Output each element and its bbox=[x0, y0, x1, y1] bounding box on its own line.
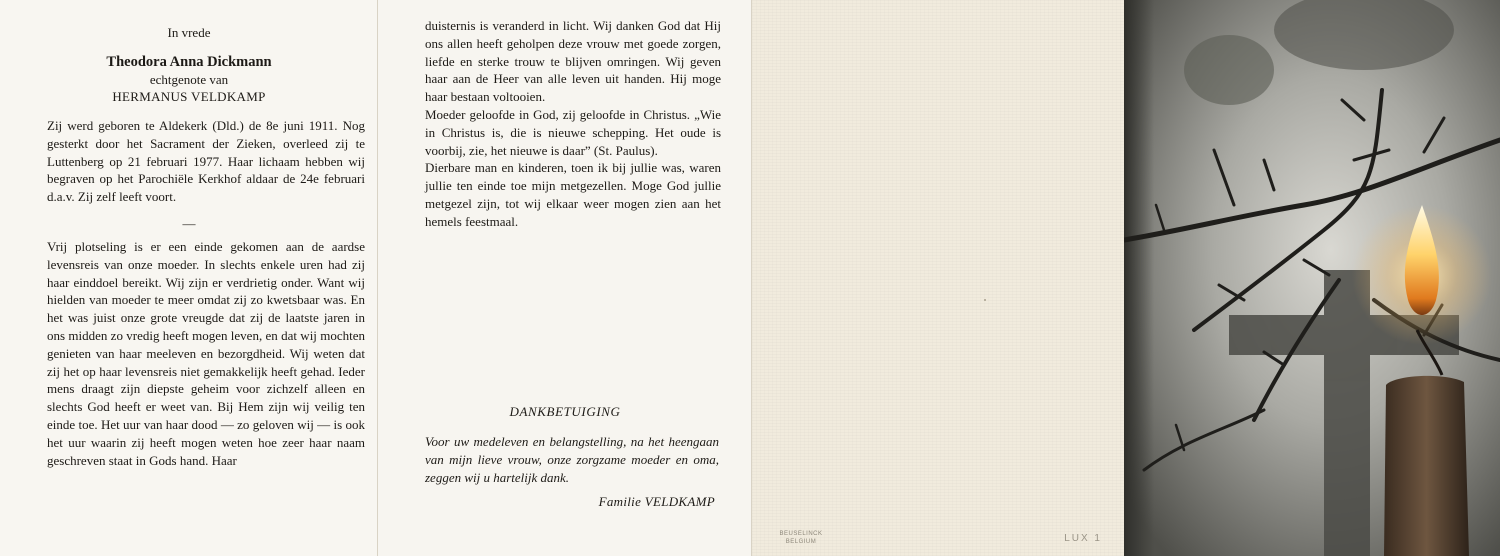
series-label: LUX 1 bbox=[1064, 533, 1102, 544]
separator-dash: — bbox=[182, 216, 196, 231]
spouse-name: HERMANUS VELDKAMP bbox=[112, 89, 266, 104]
continuation-block bbox=[425, 17, 721, 231]
biography-paragraph: Zij werd geboren te Aldekerk (Dld.) de 8e juni 1911. Nog gesterkt door het Sacrament der Zieken, overleed zij te Luttenberg op 21 februari 1977. Haar lichaam hebben wij begraven op het Parochiële Kerkhof aldaar de 24e februari d.a.v. Zij zelf leeft voort. bbox=[47, 118, 365, 205]
opening-line: In vrede bbox=[167, 25, 211, 40]
printer-name: BEUSELINCK bbox=[779, 531, 823, 537]
photo-panel bbox=[1124, 0, 1500, 556]
spouse-label: echtgenote van bbox=[149, 72, 229, 87]
panel-left bbox=[0, 0, 378, 556]
panel-middle bbox=[378, 0, 752, 556]
deceased-name: Theodora Anna Dickmann bbox=[106, 54, 272, 70]
farewell-paragraph: Dierbare man en kinderen, toen ik bij jullie was, waren jullie ten einde toe mijn metgezellen. Moge God jullie metgezel zijn, tot wij elkaar weer mogen zien aan het hemels feestmaal. bbox=[425, 160, 721, 229]
continuation-paragraph: duisternis is veranderd in licht. Wij danken God dat Hij ons allen heeft geholpen deze vrouw met goede zorgen, liefde en sterke trouw te blijven omringen. Wij geven haar aan de Heer van alle leven uit handen. Hij moge haar bestaan voltooien. bbox=[425, 18, 721, 105]
paper-speck bbox=[984, 299, 986, 301]
faith-paragraph: Moeder geloofde in God, zij geloofde in Christus. „Wie in Christus is, die is nieuwe schepping. Het oude is voorbij, zie, het nieuwe is daar” (St. Paulus). bbox=[425, 106, 721, 158]
candle-body bbox=[1384, 376, 1469, 556]
printer-country: BELGIUM bbox=[785, 539, 817, 545]
thanks-text: Voor uw medeleven en belangstelling, na het heengaan van mijn lieve vrouw, onze zorgzame moeder en oma, zeggen wij u hartelijk dank. bbox=[425, 434, 719, 485]
printer-mark bbox=[776, 530, 826, 546]
remembrance-paragraph: Vrij plotseling is er een einde gekomen aan de aardse levensreis van onze moeder. In slechts enkele uren had zij haar einddoel bereikt. Wij zijn er verdrietig onder. Want wij hielden van moeder te meer omdat zij zo kwetsbaar was. En het was juist onze grote vreugde dat zij de laatste jaren in ons midden zo vredig heeft mogen leven, en dat wij mochten genieten van haar meeleven en bezorgdheid. Wij weten dat zij het op haar levensreis niet gemakkelijk heeft gehad. Ieder mens draagt zijn diepste geheim voor zichzelf alleen en slechts God heeft er weet van. Bij Hem zijn wij veilig ten einde toe. Het uur van haar dood — zo geloven wij — is ook het uur waarin zij heeft mogen weten hoe zeer haar naam geschreven staat in Gods hand. Haar bbox=[47, 239, 365, 468]
thanks-signature: Familie VELDKAMP bbox=[598, 494, 715, 509]
panel-blank-linen bbox=[752, 0, 1124, 556]
candle-cross-thorns-photo bbox=[1124, 0, 1500, 556]
thanks-title: DANKBETUIGING bbox=[509, 404, 621, 419]
